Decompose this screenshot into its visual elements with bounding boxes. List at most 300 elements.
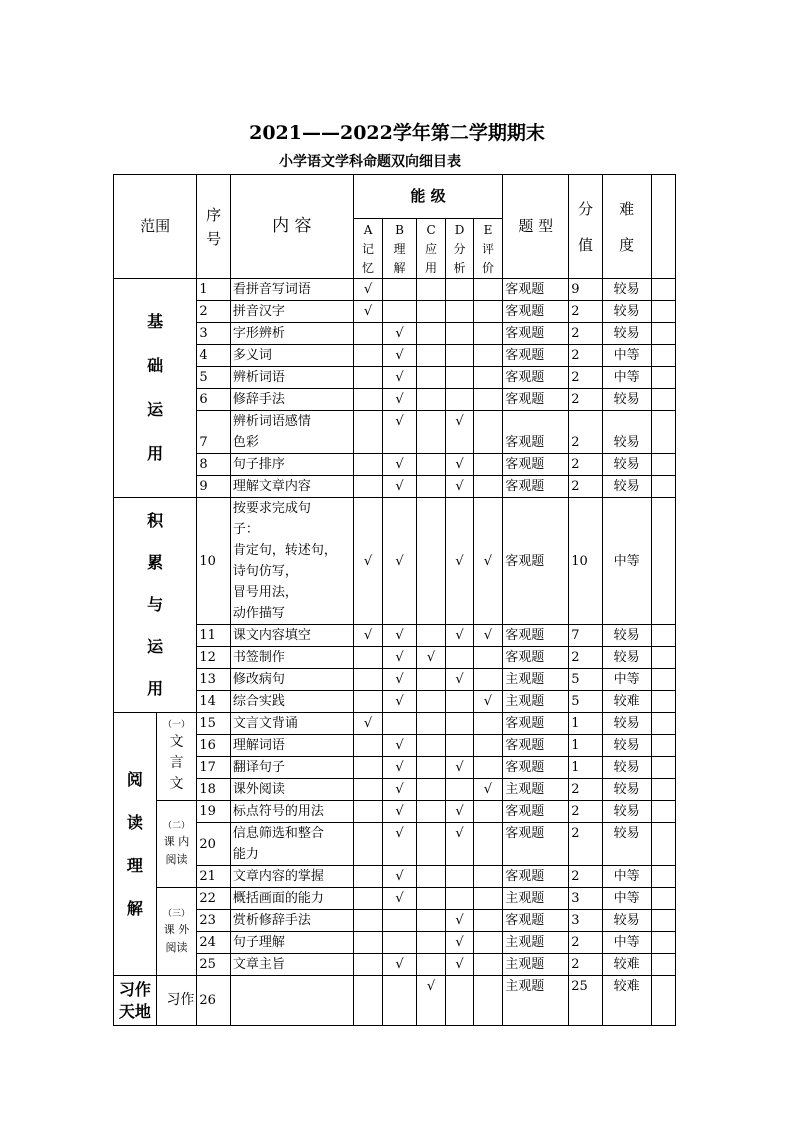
check-mark: √ [455, 826, 464, 841]
row-content [230, 498, 353, 625]
ability-cell [383, 910, 417, 932]
ability-a-c1: 记 [362, 242, 375, 256]
ability-cell [446, 279, 473, 301]
ability-cell [353, 801, 382, 823]
check-mark: √ [395, 479, 404, 494]
ability-cell [473, 779, 502, 801]
ability-cell [446, 888, 473, 910]
row-type: 主观题 [503, 954, 569, 976]
row-blank [651, 367, 675, 389]
section-basic-char-2: 础 [147, 356, 164, 375]
row-type: 客观题 [503, 345, 569, 367]
row-number: 26 [197, 976, 231, 1026]
table-row [114, 411, 676, 454]
row-number: 12 [197, 647, 231, 669]
row-score: 3 [569, 888, 603, 910]
header-difficulty-1: 难 [619, 199, 635, 218]
row-blank [651, 713, 675, 735]
ability-cell [353, 498, 382, 625]
row-score: 2 [569, 823, 603, 866]
row-number: 8 [197, 454, 231, 476]
ability-cell [473, 713, 502, 735]
ability-e-c2: 价 [481, 261, 494, 275]
header-difficulty [602, 175, 651, 279]
row-content-line: 色彩 [232, 435, 259, 450]
row-difficulty: 较易 [602, 757, 651, 779]
section-reading [114, 713, 157, 976]
ability-cell [446, 779, 473, 801]
row-content: 课外阅读 [230, 779, 353, 801]
row-number: 7 [197, 411, 231, 454]
ability-cell [446, 757, 473, 779]
row-score: 2 [569, 954, 603, 976]
ability-cell [473, 910, 502, 932]
check-mark: √ [455, 628, 464, 643]
row-content-line: 冒号用法， [232, 585, 298, 600]
ability-cell [416, 713, 445, 735]
header-score-1: 分 [577, 199, 593, 218]
row-difficulty: 较易 [602, 713, 651, 735]
ability-d-letter: D [454, 223, 465, 237]
ability-cell [416, 454, 445, 476]
row-content: 多义词 [230, 345, 353, 367]
row-blank [651, 888, 675, 910]
subsection-in-class-num: （二） [162, 821, 190, 831]
row-type: 主观题 [503, 888, 569, 910]
ability-cell [353, 713, 382, 735]
ability-cell [383, 301, 417, 323]
table-row [114, 389, 676, 411]
ability-cell [353, 625, 382, 647]
ability-cell [353, 866, 382, 888]
check-mark: √ [483, 782, 493, 797]
row-difficulty: 较易 [602, 279, 651, 301]
row-type: 客观题 [503, 866, 569, 888]
ability-cell [473, 454, 502, 476]
row-score: 2 [569, 411, 603, 454]
check-mark: √ [395, 694, 404, 709]
section-writing [114, 976, 157, 1026]
table-row [114, 713, 676, 735]
subsection-classical-num: （一） [162, 720, 190, 730]
row-type: 客观题 [503, 279, 569, 301]
ability-cell [473, 735, 502, 757]
ability-cell [383, 691, 417, 713]
table-row [114, 801, 676, 823]
row-number: 1 [197, 279, 231, 301]
row-score: 2 [569, 932, 603, 954]
ability-cell [353, 367, 382, 389]
row-content-line: 能力 [232, 847, 259, 862]
subsection-in-class [156, 801, 197, 888]
ability-cell [353, 411, 382, 454]
ability-cell [473, 647, 502, 669]
ability-cell [353, 910, 382, 932]
section-accumulate-char-1: 积 [147, 511, 164, 530]
row-type: 客观题 [503, 823, 569, 866]
row-score: 2 [569, 301, 603, 323]
row-difficulty: 中等 [602, 498, 651, 625]
row-number: 9 [197, 476, 231, 498]
ability-cell [416, 411, 445, 454]
ability-e-letter: E [483, 223, 493, 237]
document-title: 2021——2022学年第二学期期末 [249, 122, 545, 144]
row-content-line: 诗句仿写， [232, 564, 298, 579]
row-score: 1 [569, 735, 603, 757]
row-blank [651, 866, 675, 888]
ability-cell [473, 323, 502, 345]
section-accumulate-char-5: 用 [147, 679, 164, 698]
check-mark: √ [363, 628, 373, 643]
row-content-line: 肯定句，转述句， [232, 543, 337, 558]
row-difficulty: 较易 [602, 625, 651, 647]
check-mark: √ [483, 553, 493, 569]
row-type: 客观题 [503, 454, 569, 476]
ability-cell [446, 866, 473, 888]
row-content: 理解词语 [230, 735, 353, 757]
subsection-in-class-char: 课 内 [163, 835, 190, 848]
ability-cell [446, 932, 473, 954]
section-basic-char-1: 基 [147, 312, 164, 331]
ability-cell [353, 279, 382, 301]
row-content: 字形辨析 [230, 323, 353, 345]
row-number: 24 [197, 932, 231, 954]
row-number: 3 [197, 323, 231, 345]
check-mark: √ [455, 913, 464, 928]
ability-cell [416, 301, 445, 323]
subsection-writing-char-1: 习 [166, 992, 181, 1008]
check-mark: √ [363, 304, 373, 319]
row-difficulty: 中等 [602, 888, 651, 910]
row-score: 7 [569, 625, 603, 647]
row-difficulty: 中等 [602, 866, 651, 888]
row-content: 综合实践 [230, 691, 353, 713]
row-blank [651, 691, 675, 713]
row-score: 2 [569, 647, 603, 669]
row-content-line: 按要求完成句 [232, 501, 311, 516]
table-row [114, 691, 676, 713]
ability-cell [473, 411, 502, 454]
check-mark: √ [395, 650, 404, 665]
ability-cell [473, 866, 502, 888]
check-mark: √ [395, 957, 404, 972]
row-difficulty: 较易 [602, 476, 651, 498]
ability-a [353, 219, 382, 279]
ability-cell [416, 647, 445, 669]
row-score: 25 [569, 976, 603, 1026]
row-score: 2 [569, 476, 603, 498]
table-row [114, 498, 676, 625]
ability-b-c1: 理 [393, 242, 406, 256]
row-score: 10 [569, 498, 603, 625]
ability-e-c1: 评 [481, 242, 494, 256]
check-mark: √ [395, 457, 404, 472]
ability-cell [446, 476, 473, 498]
ability-cell [416, 625, 445, 647]
table-row [114, 647, 676, 669]
row-number: 2 [197, 301, 231, 323]
ability-cell [446, 647, 473, 669]
check-mark: √ [455, 957, 464, 972]
ability-cell [416, 801, 445, 823]
section-accumulate-char-3: 与 [147, 595, 164, 614]
row-content: 句子排序 [230, 454, 353, 476]
header-range: 范围 [114, 175, 197, 279]
ability-c-c1: 应 [425, 242, 438, 256]
check-mark: √ [363, 716, 373, 731]
row-difficulty: 较难 [602, 691, 651, 713]
table-row [114, 823, 676, 866]
row-blank [651, 498, 675, 625]
ability-cell [473, 367, 502, 389]
section-writing-char-2: 天地 [118, 1001, 151, 1021]
ability-cell [446, 910, 473, 932]
check-mark: √ [395, 414, 404, 429]
subsection-extra-char: 阅读 [165, 940, 188, 954]
row-difficulty: 中等 [602, 367, 651, 389]
check-mark: √ [426, 979, 436, 994]
row-blank [651, 932, 675, 954]
subsection-classical-char: 文 [169, 734, 184, 750]
row-content: 句子理解 [230, 932, 353, 954]
ability-cell [383, 976, 417, 1026]
document-subtitle: 小学语文学科命题双向细目表 [279, 154, 461, 170]
ability-cell [353, 389, 382, 411]
ability-cell [383, 647, 417, 669]
ability-cell [416, 367, 445, 389]
section-basic [114, 279, 197, 498]
row-blank [651, 801, 675, 823]
ability-cell [446, 713, 473, 735]
row-number: 14 [197, 691, 231, 713]
row-content: 修改病句 [230, 669, 353, 691]
row-blank [651, 389, 675, 411]
ability-c [416, 219, 445, 279]
header-blank [651, 175, 675, 279]
ability-cell [383, 757, 417, 779]
row-number: 19 [197, 801, 231, 823]
row-type: 主观题 [503, 976, 569, 1026]
row-number: 17 [197, 757, 231, 779]
ability-cell [446, 411, 473, 454]
ability-cell [473, 476, 502, 498]
ability-cell [353, 691, 382, 713]
ability-cell [383, 625, 417, 647]
row-score: 3 [569, 910, 603, 932]
ability-cell [416, 476, 445, 498]
row-type: 客观题 [503, 411, 569, 454]
ability-cell [353, 932, 382, 954]
row-content: 课文内容填空 [230, 625, 353, 647]
row-blank [651, 476, 675, 498]
row-number: 23 [197, 910, 231, 932]
row-score: 2 [569, 801, 603, 823]
ability-cell [473, 801, 502, 823]
row-type: 客观题 [503, 476, 569, 498]
ability-cell [383, 888, 417, 910]
header-seq-2: 号 [206, 229, 222, 248]
header-score-2: 值 [577, 235, 593, 254]
ability-cell [416, 910, 445, 932]
row-number: 15 [197, 713, 231, 735]
ability-cell [473, 888, 502, 910]
section-basic-char-3: 运 [147, 400, 164, 419]
ability-cell [473, 691, 502, 713]
ability-cell [353, 647, 382, 669]
ability-cell [446, 691, 473, 713]
row-type: 客观题 [503, 625, 569, 647]
ability-cell [353, 323, 382, 345]
row-type: 主观题 [503, 691, 569, 713]
table-row [114, 757, 676, 779]
row-difficulty: 较难 [602, 976, 651, 1026]
row-type: 客观题 [503, 323, 569, 345]
ability-cell [446, 823, 473, 866]
table-row [114, 910, 676, 932]
subsection-extra-num: （三） [162, 908, 190, 919]
ability-cell [416, 345, 445, 367]
check-mark: √ [395, 672, 404, 687]
row-blank [651, 779, 675, 801]
ability-cell [416, 757, 445, 779]
row-difficulty: 较易 [602, 910, 651, 932]
header-ability: 能 级 [353, 175, 502, 219]
ability-cell [446, 498, 473, 625]
row-type: 客观题 [503, 713, 569, 735]
table-row [114, 279, 676, 301]
table-row [114, 345, 676, 367]
check-mark: √ [395, 782, 404, 797]
ability-b-letter: B [395, 223, 404, 237]
row-number: 11 [197, 625, 231, 647]
ability-cell [446, 735, 473, 757]
row-type: 客观题 [503, 647, 569, 669]
row-number: 21 [197, 866, 231, 888]
ability-cell [416, 779, 445, 801]
check-mark: √ [455, 672, 464, 687]
ability-cell [416, 323, 445, 345]
ability-cell [383, 498, 417, 625]
row-content: 理解文章内容 [230, 476, 353, 498]
check-mark: √ [395, 891, 404, 906]
subsection-in-class-char: 阅读 [165, 853, 188, 866]
section-accumulate [114, 498, 197, 713]
row-score: 2 [569, 866, 603, 888]
ability-cell [446, 323, 473, 345]
ability-b-c2: 解 [393, 261, 406, 275]
check-mark: √ [363, 553, 373, 569]
subsection-classical-char: 文 [169, 776, 184, 792]
ability-cell [446, 454, 473, 476]
row-score: 5 [569, 691, 603, 713]
row-type: 客观题 [503, 367, 569, 389]
row-difficulty: 较易 [602, 735, 651, 757]
ability-cell [416, 823, 445, 866]
row-number: 10 [197, 498, 231, 625]
ability-cell [446, 976, 473, 1026]
ability-cell [383, 476, 417, 498]
row-blank [651, 735, 675, 757]
section-reading-char-1: 阅 [126, 770, 143, 789]
ability-cell [383, 801, 417, 823]
table-row [114, 779, 676, 801]
ability-b [383, 219, 417, 279]
row-score: 2 [569, 323, 603, 345]
ability-cell [383, 823, 417, 866]
row-type: 客观题 [503, 801, 569, 823]
row-content: 翻译句子 [230, 757, 353, 779]
ability-d-c1: 分 [453, 242, 466, 256]
check-mark: √ [483, 694, 493, 709]
check-mark: √ [455, 804, 464, 819]
ability-cell [383, 454, 417, 476]
header-content: 内 容 [230, 175, 353, 279]
section-basic-char-4: 用 [147, 444, 164, 463]
row-difficulty: 较易 [602, 454, 651, 476]
row-score: 9 [569, 279, 603, 301]
row-score: 2 [569, 345, 603, 367]
ability-cell [353, 888, 382, 910]
row-blank [651, 323, 675, 345]
ability-cell [473, 498, 502, 625]
ability-cell [473, 954, 502, 976]
row-type: 客观题 [503, 757, 569, 779]
row-content: 文言文背诵 [230, 713, 353, 735]
ability-cell [416, 669, 445, 691]
row-content: 辨析词语 [230, 367, 353, 389]
row-type: 主观题 [503, 932, 569, 954]
ability-cell [416, 279, 445, 301]
row-difficulty: 中等 [602, 932, 651, 954]
row-difficulty: 较易 [602, 647, 651, 669]
subsection-writing [156, 976, 197, 1026]
header-score [569, 175, 603, 279]
check-mark: √ [483, 628, 493, 643]
ability-cell [383, 323, 417, 345]
row-content: 文章内容的掌握 [230, 866, 353, 888]
row-difficulty: 较易 [602, 801, 651, 823]
row-number: 13 [197, 669, 231, 691]
row-blank [651, 647, 675, 669]
row-blank [651, 625, 675, 647]
row-type: 客观题 [503, 910, 569, 932]
header-type: 题 型 [503, 175, 569, 279]
row-number: 5 [197, 367, 231, 389]
row-content: 赏析修辞手法 [230, 910, 353, 932]
table-row [114, 476, 676, 498]
table-row [114, 932, 676, 954]
row-type: 客观题 [503, 498, 569, 625]
row-content: 看拼音写词语 [230, 279, 353, 301]
row-content: 书签制作 [230, 647, 353, 669]
ability-cell [353, 301, 382, 323]
check-mark: √ [395, 553, 404, 569]
row-score: 1 [569, 757, 603, 779]
row-content [230, 823, 353, 866]
row-content-line: 辨析词语感情 [232, 414, 311, 429]
row-number: 20 [197, 823, 231, 866]
section-reading-char-4: 解 [126, 899, 143, 918]
check-mark: √ [395, 326, 404, 341]
check-mark: √ [395, 628, 404, 643]
row-number: 6 [197, 389, 231, 411]
table-row [114, 669, 676, 691]
header-row-1 [114, 175, 676, 219]
check-mark: √ [395, 760, 404, 775]
row-blank [651, 910, 675, 932]
ability-cell [353, 757, 382, 779]
ability-cell [383, 713, 417, 735]
